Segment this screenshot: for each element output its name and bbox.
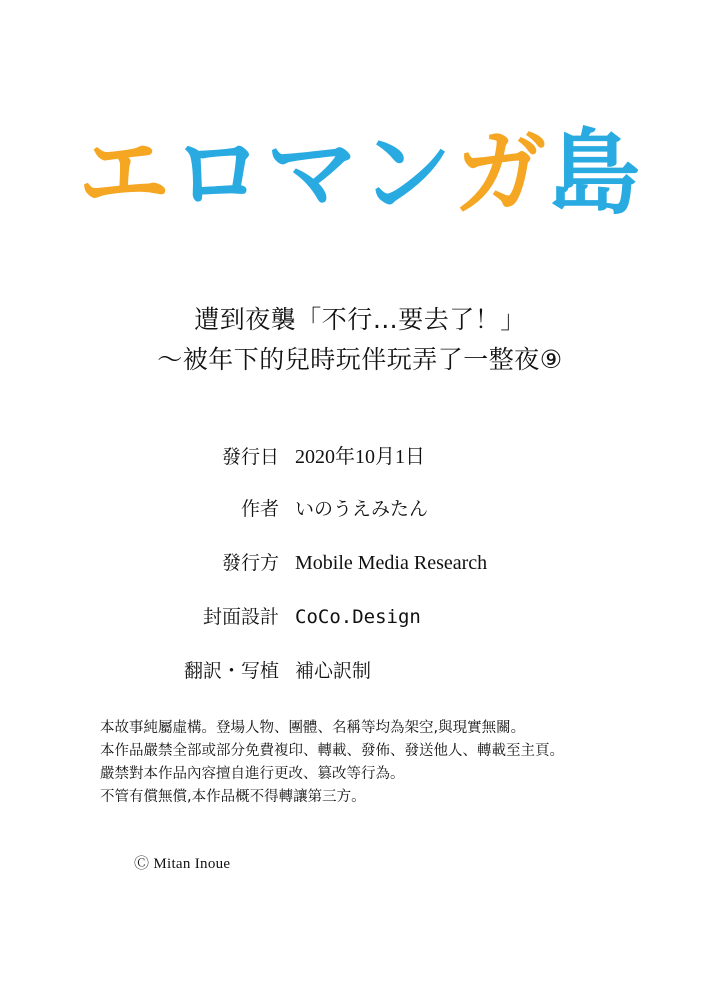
credit-label: 發行方 — [221, 552, 279, 574]
credit-row-cover-design — [0, 602, 720, 656]
credit-row-publish-date — [0, 440, 720, 494]
logo-char-5: ガ — [454, 120, 549, 227]
credit-row-translation — [0, 656, 720, 710]
disclaimer-line: 本故事純屬虛構。登場人物、團體、名稱等均為架空,與現實無關。 — [100, 720, 526, 736]
disclaimer-block — [100, 718, 640, 810]
credits-table — [0, 440, 720, 710]
logo-char-3: マ — [265, 120, 360, 227]
credit-value: 2020年10月1日 — [295, 446, 425, 468]
title-line-2: ～被年下的兒時玩伴玩弄了一整夜⑨ — [157, 345, 563, 374]
disclaimer-line: 本作品嚴禁全部或部分免費複印、轉載、發佈、發送他人、轉載至主頁。 — [100, 743, 564, 759]
publisher-logo — [0, 120, 720, 227]
credit-value: いのうえみたん — [295, 498, 429, 520]
credit-label: 發行日 — [221, 446, 279, 468]
title-line-1: 遭到夜襲「不行…要去了！」 — [194, 305, 526, 334]
credit-value: CoCo.Design — [295, 606, 421, 628]
credit-value: Mobile Media Research — [295, 552, 488, 574]
logo-char-6: 島 — [548, 120, 643, 227]
copyright-notice: Ⓒ Mitan Inoue — [134, 856, 231, 872]
logo-char-1: エ — [77, 120, 172, 227]
credit-value: 補心訳制 — [295, 660, 372, 682]
logo-text — [77, 120, 643, 227]
logo-char-4: ン — [360, 120, 455, 227]
credit-row-publisher — [0, 548, 720, 602]
credit-label: 翻訳・写植 — [183, 660, 279, 682]
credit-label: 封面設計 — [202, 606, 279, 628]
page-title — [0, 300, 720, 380]
disclaimer-line: 不管有償無償,本作品概不得轉讓第三方。 — [100, 789, 366, 805]
disclaimer-line: 嚴禁對本作品內容擅自進行更改、篡改等行為。 — [100, 766, 405, 782]
logo-char-2: ロ — [171, 120, 266, 227]
credit-row-author — [0, 494, 720, 548]
credit-label: 作者 — [240, 498, 279, 520]
